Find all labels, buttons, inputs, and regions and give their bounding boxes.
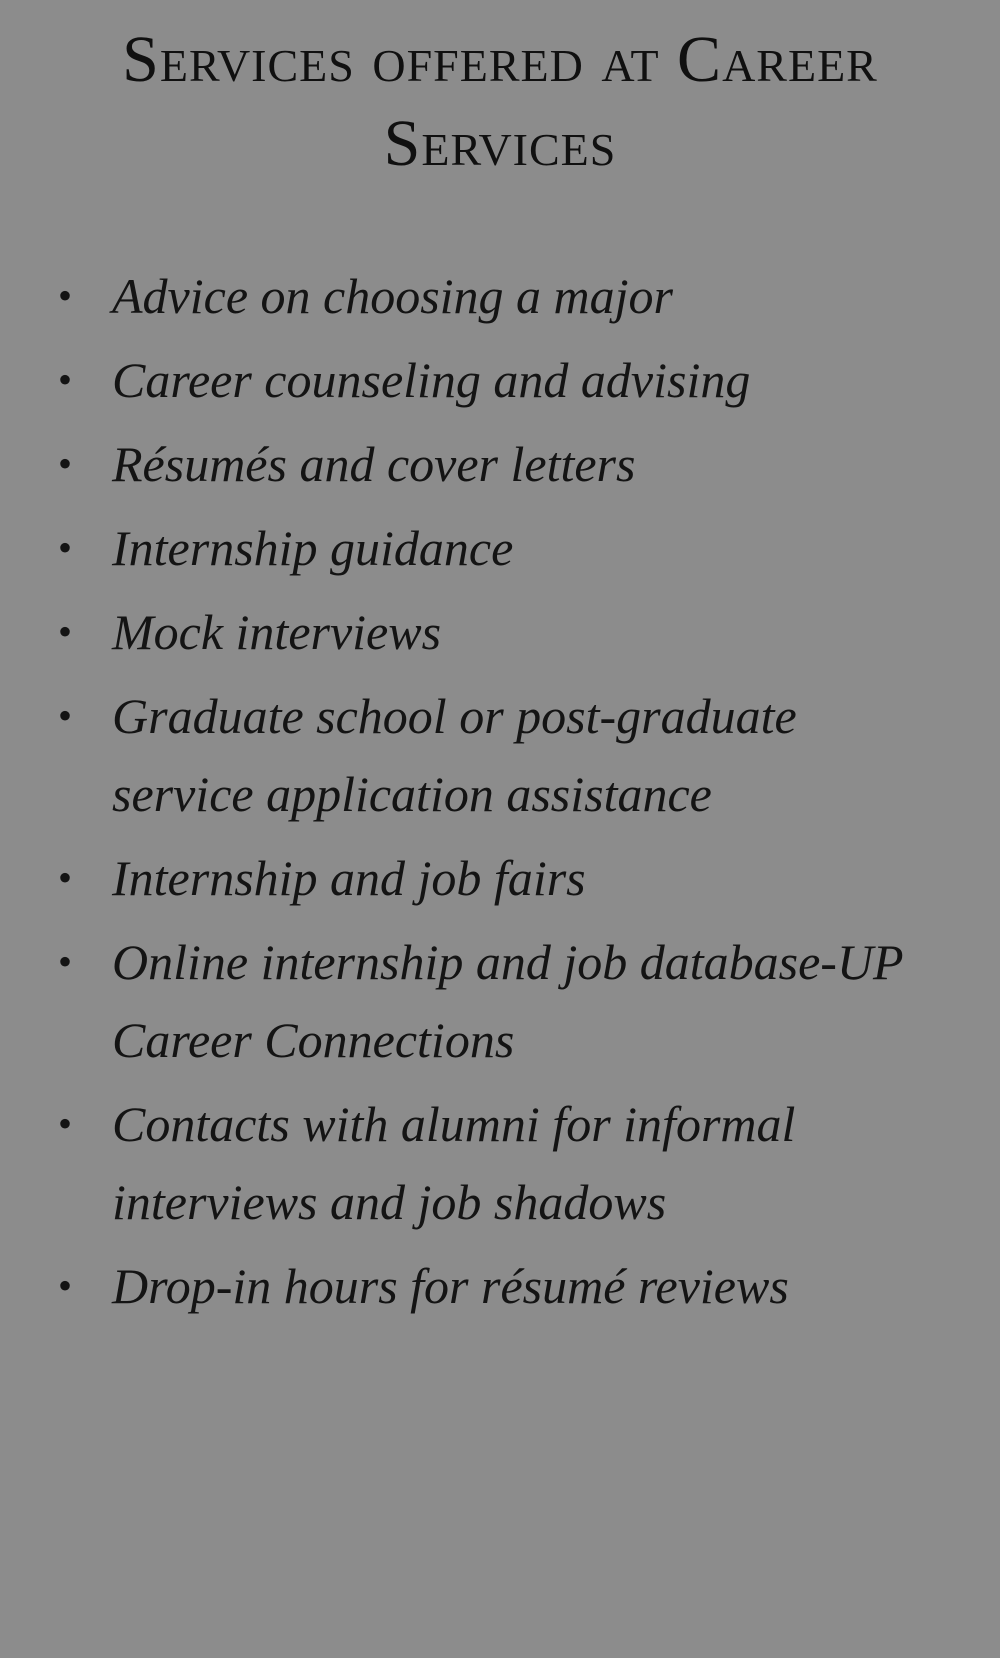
- list-item: [40, 341, 960, 419]
- bullet-icon: •: [58, 440, 73, 486]
- list-item: [40, 509, 960, 587]
- services-list: [0, 187, 1000, 1325]
- list-item-label: Online internship and job database-UP Career Connections: [112, 933, 903, 1068]
- bullet-icon: •: [58, 356, 73, 402]
- list-item: [40, 839, 960, 917]
- list-item: [40, 593, 960, 671]
- bullet-icon: •: [58, 1100, 73, 1146]
- list-item-label: Résumés and cover letters: [112, 435, 636, 492]
- list-item-label: Mock interviews: [112, 603, 442, 660]
- list-item: [40, 1085, 960, 1241]
- bullet-icon: •: [58, 608, 73, 654]
- list-item: [40, 425, 960, 503]
- bullet-icon: •: [58, 272, 73, 318]
- bullet-icon: •: [58, 854, 73, 900]
- list-item-label: Internship guidance: [112, 519, 514, 576]
- bullet-icon: •: [58, 938, 73, 984]
- list-item-label: Contacts with alumni for informal interviews and job shadows: [112, 1095, 796, 1230]
- list-item: [40, 677, 960, 833]
- list-item-label: Internship and job fairs: [112, 849, 586, 906]
- list-item-label: Advice on choosing a major: [112, 267, 674, 324]
- bullet-icon: •: [58, 692, 73, 738]
- list-item: [40, 923, 960, 1079]
- list-item-label: Drop-in hours for résumé reviews: [112, 1257, 789, 1314]
- page-title: Services offered at Career Services: [122, 23, 878, 181]
- list-item: [40, 1247, 960, 1325]
- list-item-label: Graduate school or post-graduate service application assistance: [112, 687, 797, 822]
- bullet-icon: •: [58, 1262, 73, 1308]
- list-item: [40, 257, 960, 335]
- list-item-label: Career counseling and advising: [112, 351, 751, 408]
- bullet-icon: •: [58, 524, 73, 570]
